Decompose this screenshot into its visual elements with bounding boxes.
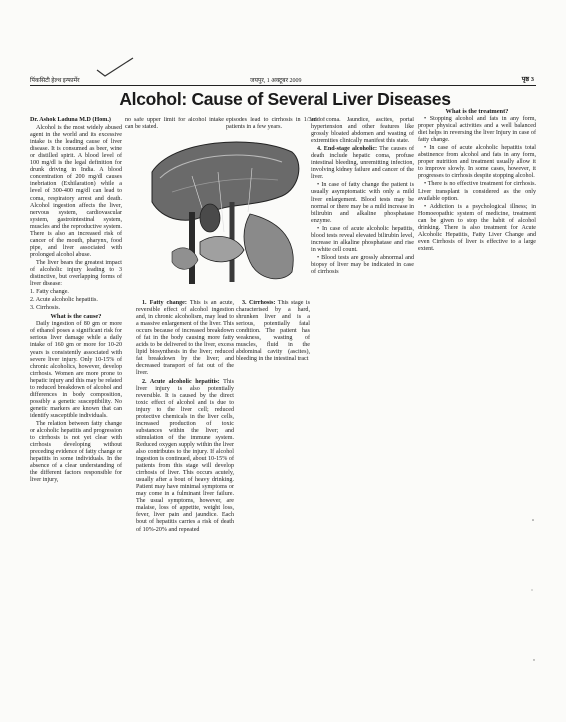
article-column-1 bbox=[30, 117, 122, 692]
section-heading-cause: What is the cause? bbox=[50, 313, 102, 321]
article-column-5 bbox=[418, 108, 536, 408]
paragraph: • Stopping alcohol and fats in any form, proper physical activities and a well balanced diet helps in reversing the liver Injury in case of fatty change. bbox=[418, 116, 536, 144]
paragraph: • Addiction is a psychological illness; in Homoeopathic system of medicine, treatment can be given to stop the habit of alcohol drinking. There is also treatment for Acute Alcoholic Hepatitis, Fatty Liver Change and even Cirrhosis of liver is effective to a large extent. bbox=[418, 203, 536, 252]
section-heading-treatment: What is the treatment? bbox=[445, 108, 509, 115]
paragraph: episodes lead to cirrhosis in 1/3rd of patients in a few years. bbox=[226, 117, 325, 131]
header-rule bbox=[30, 85, 536, 86]
paragraph: • Blood tests are grossly abnormal and biopsy of liver may be indicated in case of cirrhosis bbox=[311, 254, 414, 275]
article-column-2 bbox=[136, 300, 234, 700]
paragraph: The liver bears the greatest impact of alcoholic injury leading to 3 distinctive, but overlapping forms of liver disease: bbox=[30, 259, 122, 288]
headline: Alcohol: Cause of Several Liver Diseases bbox=[119, 89, 451, 109]
paragraph: • In case of acute alcoholic hepatitis total abstinence from alcohol and fats in any form, proper nutrition and treatment usually allow it to improve slowly. In some cases, however, it progresses to cirrhosis despite stopping alcohol. bbox=[418, 145, 536, 180]
byline: Dr. Ashok Laduna M.D (Hom.) bbox=[30, 117, 111, 123]
scan-speckle bbox=[530, 500, 536, 700]
paragraph: • In case of fatty change the patient is usually asymptomatic with only a mild liver enlargement. Blood tests may be normal or there may be a mild increase in bilirubin and alkaline phosphatase enzyme. bbox=[311, 182, 414, 224]
subheading-fatty-change: 1. Fatty change: bbox=[142, 300, 187, 306]
header-page-number: पृष्ठ 3 bbox=[521, 76, 534, 83]
subheading-acute-hepatitis: 2. Acute alcoholic hepatitis: bbox=[142, 378, 220, 385]
article-column-4 bbox=[311, 117, 414, 417]
paragraph: no safe upper limit for alcohol intake can be stated. bbox=[125, 117, 224, 131]
list-item: 2. Acute alcoholic hepatitis. bbox=[30, 297, 98, 304]
list-item: 3. Cirrhosis. bbox=[30, 305, 60, 312]
liver-illustration-icon bbox=[132, 132, 308, 294]
paragraph: This liver injury is also potentially reversible. It is caused by the direct toxic effect of alcohol and is due to injury to the liver cell; reduced protective chemicals in the liver cells, increased production of toxic substances within the liver; and stimulation of the immune system. Reduced oxygen supply within the liver also contributes to the injury. If alcohol ingestion is continued, about 10-15% of patients from this stage will develop cirrhosis of liver. This occurs acutely, usually after a bout of heavy drinking. Patient may have minimal symptoms or may come in a fulminant liver failure. The usual symptoms, however, are malaise, loss of appetite, weight loss, fever, liver pain and jaundice. Each bout of hepatitis carries a risk of death of 10%-20% and repeated bbox=[136, 378, 234, 533]
paragraph: The relation between fatty change or alcoholic hepatitis and progression to cirrhosis is not yet clear with cirrhosis developing without preceding evidence of fatty change or hepatitis in some individuals. In the absence of a clear understanding of the different factors responsible for liver injury, bbox=[30, 420, 122, 484]
paragraph: Daily ingestion of 80 gm or more of ethanol poses a significant risk for serious liver damage while a daily intake of 160 gm or more for 10-20 years is consistently associated with severe liver injury. Only 10-15% of chronic alcoholics, however, develop cirrhosis. Women are more prone to hepatic injury and this may be related to reduced breakdown of alcohol and differences in body composition, possibly a genetic susceptibility. No genetic markers are known that can identify susceptible individuals. bbox=[30, 321, 122, 419]
list-item: 1. Fatty change. bbox=[30, 289, 69, 296]
paragraph: The causes of death include hepatic coma, profuse intestinal bleeding, unremitting infection, involving kidney failure and cancer of the liver. bbox=[311, 146, 414, 181]
header-date: जयपुर, 1 अक्टूबर 2009 bbox=[250, 78, 302, 84]
paragraph: Alcohol is the most widely abused agent in the world and its excessive intake is the leading cause of liver disease. It is consumed as beer, wine or distilled spirit. A blood level of 100 mg/dl is the legal definition for drunk driving in India. A blood concentration of 200 mg/dl causes inebriation (Exhilaration) while a level of 300-400 mg/dl can lead to coma, respiratory arrest and death. Alcohol ingestion affects the liver, nervous system, cardiovascular system, gastrointestinal system, muscles and the reproductive system. There is also an increased risk of cancer of the mouth, pharynx, food pipe, and liver associated with prolonged alcohol abuse. bbox=[30, 125, 122, 258]
paragraph: This is an acute, reversible effect of alcohol ingestion and, in chronic alcoholism, may lead to a massive enlargement of the liver. This occurs because of increased breakdown of fat in the body causing more fatty acids to be delivered to the liver, excess lipid biosynthesis in the liver; reduced fat breakdown by the liver; and decreased transport of fat out of the liver. bbox=[136, 300, 234, 377]
subheading-end-stage: 4. End-stage alcoholic: bbox=[317, 146, 378, 153]
column-2-lead bbox=[125, 117, 224, 133]
paragraph: and coma. Jaundice, ascites, portal hypertension and other features like grossly bloated abdomen and wasting of extremities clinically manifest this state. bbox=[311, 117, 414, 145]
header-publication-name: पिंकसिटी हेल्थ इन्फार्मेर bbox=[30, 78, 80, 84]
article-column-3 bbox=[236, 300, 310, 432]
paragraph: This stage is characterised by a hard, shrunken liver and is a serious, potentially fatal condition. The patient has weakness, wasting of muscles, fluid in the abdominal cavity (ascites), bleeding in the intestinal tract bbox=[236, 300, 310, 363]
paragraph: • There is no effective treatment for cirrhosis. Liver transplant is considered as the only available option. bbox=[418, 181, 536, 202]
paragraph: • In case of acute alcoholic hepatitis, blood tests reveal elevated bilirubin level, increase in alkaline phosphatase and rise in white cell count. bbox=[311, 225, 414, 253]
subheading-cirrhosis: 3. Cirrhosis: bbox=[242, 300, 276, 306]
checkmark-scribble-icon bbox=[95, 56, 135, 80]
